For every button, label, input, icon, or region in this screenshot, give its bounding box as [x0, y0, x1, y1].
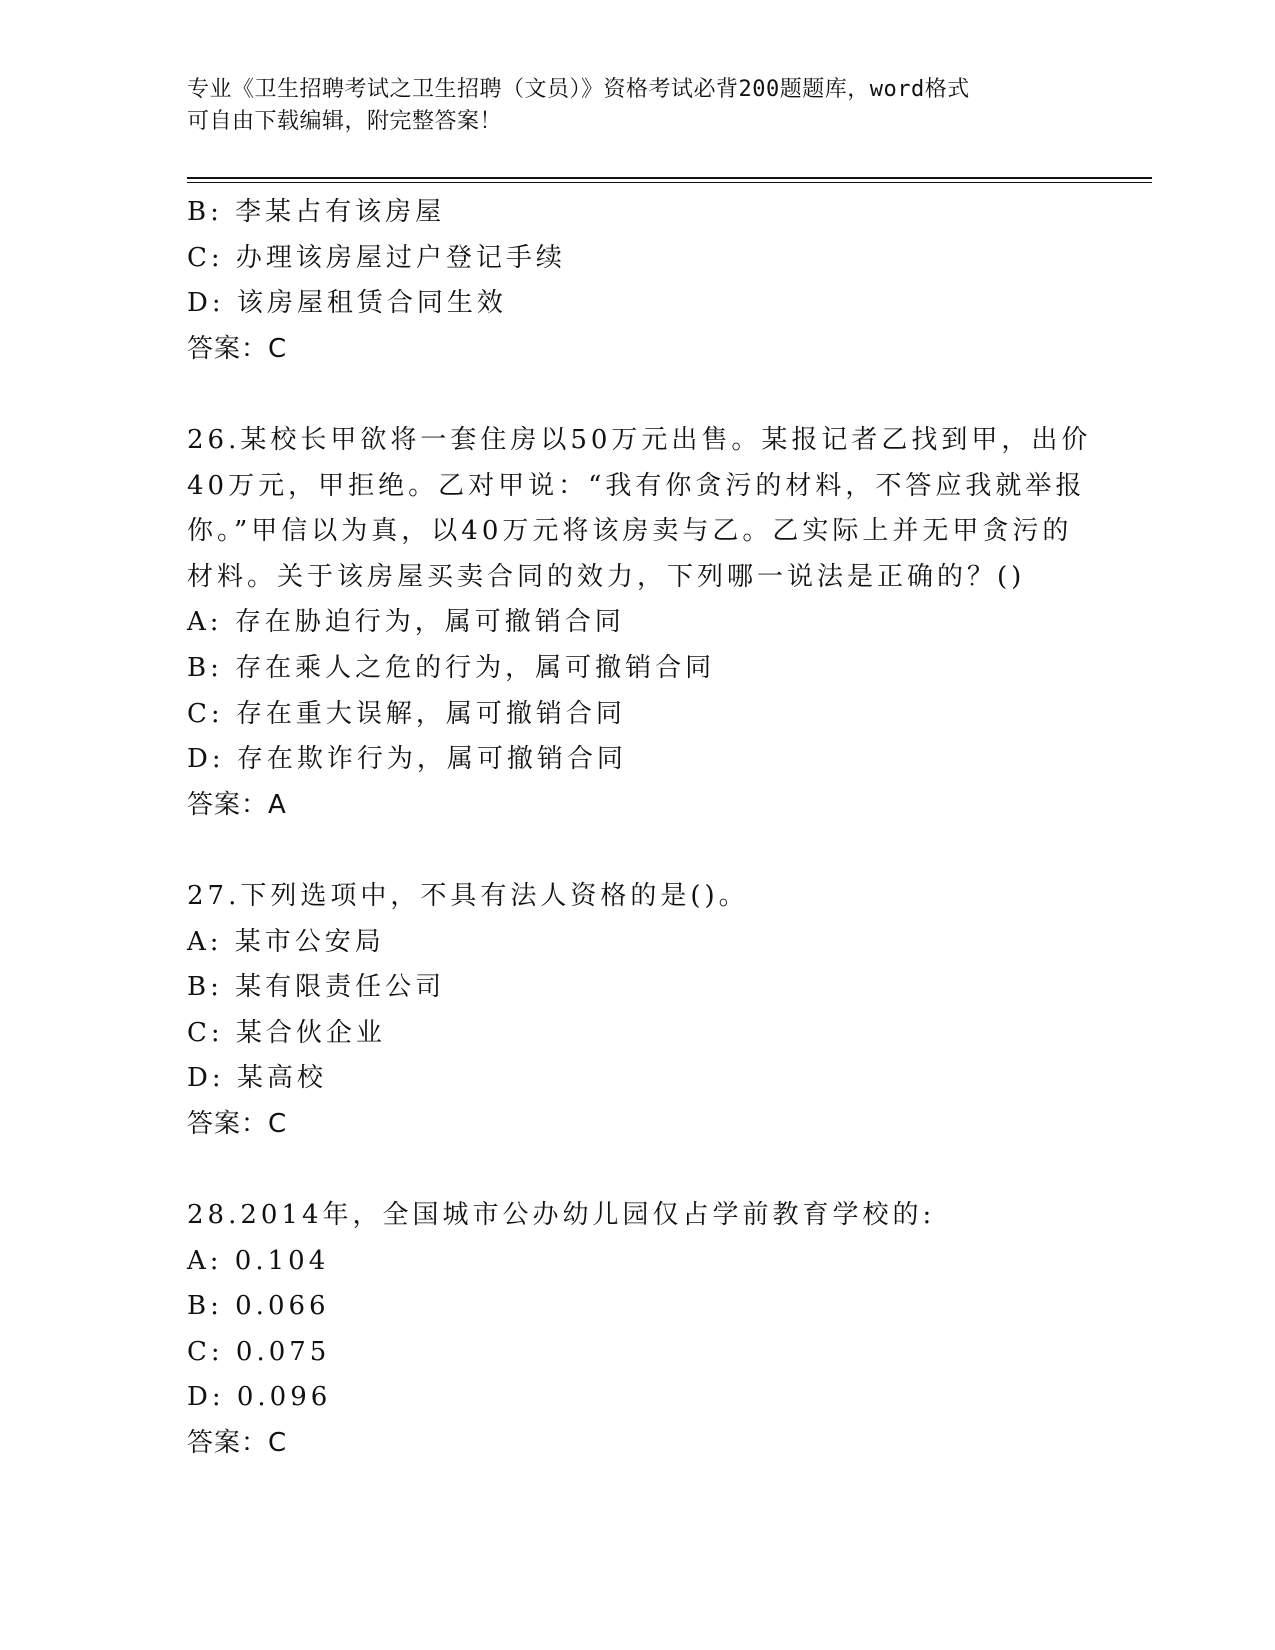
option-b: B: 存在乘人之危的行为，属可撤销合同	[187, 652, 716, 683]
header-line-2: 可自由下载编辑，附完整答案！	[187, 109, 503, 134]
question-block	[187, 1193, 1087, 1467]
header-divider-bottom	[187, 182, 1152, 183]
question-text-line: 你。”甲信以为真，以40万元将该房卖与乙。乙实际上并无甲贪污的	[187, 516, 1073, 547]
question-content	[187, 190, 1092, 1467]
document-header	[187, 74, 1087, 138]
option-c: C: 某合伙企业	[187, 1017, 386, 1048]
answer-line: 答案：C	[187, 1428, 288, 1459]
answer-line: 答案：A	[187, 789, 287, 820]
question-text-line: 28.2014年，全国城市公办幼儿园仅占学前教育学校的:	[187, 1200, 936, 1231]
option-b: B: 某有限责任公司	[187, 972, 446, 1003]
header-line-1: 专业《卫生招聘考试之卫生招聘（文员）》资格考试必背200题题库，word格式	[187, 77, 970, 102]
answer-line: 答案：C	[187, 333, 288, 364]
option-c: C: 办理该房屋过户登记手续	[187, 242, 566, 273]
answer-line: 答案：C	[187, 1108, 288, 1139]
question-block	[187, 418, 1092, 828]
question-text-line: 40万元，甲拒绝。乙对甲说：“我有你贪污的材料，不答应我就举报	[187, 470, 1086, 501]
question-text-line: 27.下列选项中，不具有法人资格的是()。	[187, 880, 749, 911]
option-a: A: 0.104	[187, 1245, 330, 1276]
question-block	[187, 874, 1087, 1148]
question-block	[187, 190, 1087, 372]
option-d: D: 0.096	[187, 1382, 332, 1413]
option-d: D: 存在欺诈行为，属可撤销合同	[187, 744, 627, 775]
header-divider-top	[187, 177, 1152, 179]
option-d: D: 该房屋租赁合同生效	[187, 288, 507, 319]
question-text-line: 26.某校长甲欲将一套住房以50万元出售。某报记者乙找到甲，出价	[187, 424, 1092, 455]
option-c: C: 存在重大误解，属可撤销合同	[187, 698, 626, 729]
option-a: A: 某市公安局	[187, 926, 385, 957]
question-text-line: 材料。关于该房屋买卖合同的效力，下列哪一说法是正确的？()	[187, 561, 1026, 592]
option-b: B: 李某占有该房屋	[187, 197, 446, 227]
option-b: B: 0.066	[187, 1291, 330, 1322]
option-a: A: 存在胁迫行为，属可撤销合同	[187, 607, 625, 638]
option-c: C: 0.075	[187, 1336, 331, 1367]
option-d: D: 某高校	[187, 1063, 327, 1094]
